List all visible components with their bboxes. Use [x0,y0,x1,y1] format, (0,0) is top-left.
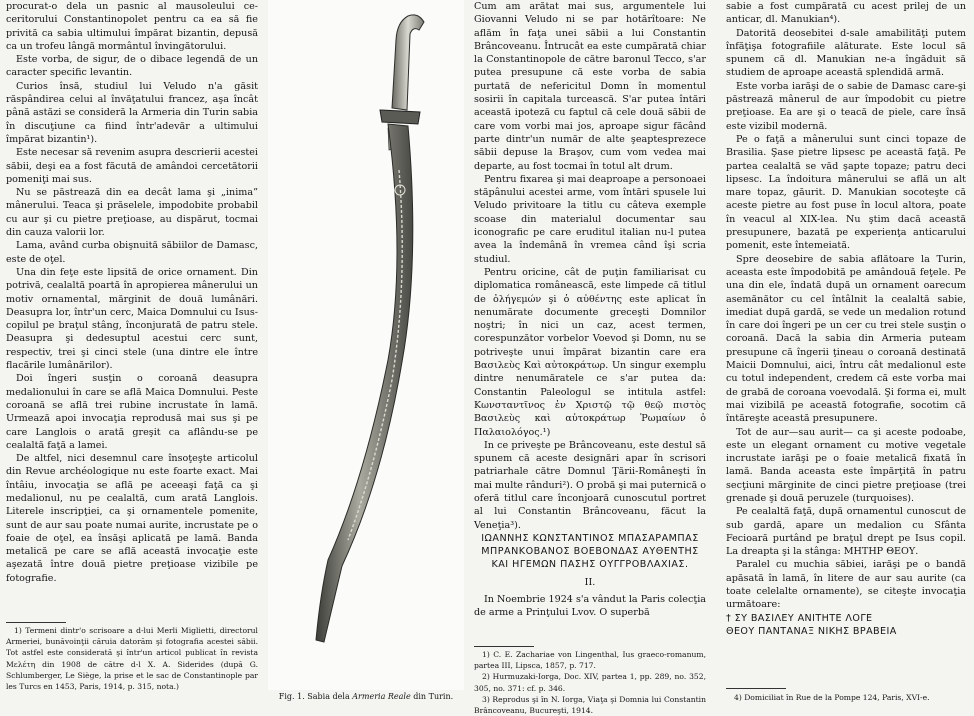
footnote: 4) Domiciliat în Rue de la Pompe 124, Paris, XVI-e. [734,693,930,702]
footnote: 1) C. E. Zachariae von Lingenthal, Ius graeco-romanum, partea III, Lipsca, 1857, p. 717. [474,650,706,671]
greek-line: ΜΠΡΑΝΚΟΒΑΝΟΣ ΒΟΕΒΟΝΔΑΣ ΑΥΘΕΝΤΗΣ [481,546,699,558]
footnote-divider [726,688,786,689]
text-column-1 [6,0,258,585]
footnote: 3) Reprodus şi în N. Iorga, Viaţa şi Domnia lui Constantin Brâncoveanu, Bucureşti, 1914. [474,694,706,716]
paragraph: In Noembrie 1924 s'a vândut la Paris colecţia de arme a Prinţului Lvov. O superbă [474,594,706,619]
sword-illustration [268,0,464,690]
paragraph: Cum am arătat mai sus, argumentele lui Giovanni Veludo ni se par hotărîtoare: Ne aflăm în faţa unei săbii a lui Constantin Brâncoveanu. Întrucât ea este cumpărată chiar la Constantinopole de către baronul Tecco, s'ar putea presupune că este vorba de sabia purtată de nefericitul Domn în momentul sosirii în capitala turcească. S'ar putea întări această ipoteză cu faptul că cele două săbii de care vom vorbi mai jos, aproape sigur făcând parte dintr'un număr de alte şeaptesprezece săbii depuse la Braşov, cum vom vedea mai departe, au fost tocmai în totul alt drum. [474,1,706,172]
paragraph: Este necesar să revenim asupra descrierii acestei săbii, deşi ea a fost făcută de amândoi cercetătorii pomeniţi mai sus. [6,147,258,185]
paragraph: Pentru oricine, cât de puţin familiarisat cu diplomatica românească, este limpede că titlul de ὀλήγεμών şi ὁ αὐθέντης este aplicat în nenumărate documente greceşti Domnilor noştri; în nici un caz, acest termen, corespunzător vorbelor Voevod şi Domn, nu se potriveşte unui împărat bizantin care era Βασιλεὺς Καὶ αὐτοκράτωρ. Un singur exemplu dintre nenumăratele ce s'ar putea da: Constantin Paleologul se intitula astfel: Κωνσταντῖνος ἐν Χριστῷ τῷ θεῷ πιστὸς Βασιλεὺς καὶ αὐτοκράτωρ Ῥωμαίων ὁ Παλαιολόγος.¹) [474,266,706,438]
paragraph: Lama, având curba obişnuită săbiilor de Damasc, este de oţel. [6,240,258,265]
footnotes-column-1 [6,625,258,692]
paragraph: Paralel cu muchia săbiei, iarăşi pe o bandă apăsată în lamă, în litere de aur sau aurite (ca toate celelalte ornamente), se citeşte invocaţia următoare: [726,559,966,611]
greek-line: ΙΩΑΝΝΗΣ ΚΩΝΣΤΑΝΤΙΝΟΣ ΜΠΑΣΑΡΑΜΠΑΣ [481,532,699,544]
paragraph: Este vorba iarăşi de o sabie de Damasc care-şi păstrează mânerul de aur împodobit cu pietre preţioase. Ea are şi o teacă de piele, care însă este vizibil modernă. [726,80,966,132]
paragraph: procurat-o dela un pasnic al mausoleului ce-ceritorului Constantinopolet pentru ca ea să fie privită ca sabia ultimului împărat bizantin, depusă ca un trofeu lângă mormântul învingătorului. [6,1,258,52]
invocation-line: † ΣΥ ΒΑΣΙΛΕΥ ΑΝΙΤΗΤΕ ΛΟΓΕ [726,612,873,624]
section-number: II. [584,576,596,588]
footnote: 2) Hurmuzaki-Iorga, Doc. XIV, partea 1, pp. 289, no. 352, 305, no. 371: cf. p. 346. [474,672,706,693]
paragraph: Pentru fixarea şi mai deaproape a personoaei stăpânului acestei arme, vom întări spusele lui Veludo privitoare la titlu cu câteva exemple scoase din materialul documentar sau iconografic pe care eruditul italian nu-l putea avea la îndemână în vremea când îşi scria studiul. [474,173,706,265]
paragraph: sabie a fost cumpărată cu acest prilej de un anticar, dl. Manukian⁴). [726,1,966,26]
invocation-line: ΘΕΟΥ ΠΑΝΤΑΝΑΞ ΝΙΚΗΣ ΒΡΑΒΕΙΑ [726,625,897,637]
text-column-2 [474,0,706,620]
sword-photograph [268,0,464,690]
paragraph: In ce priveşte pe Brâncoveanu, este destul să spunem că aceste designări apar în scrisori patriarhale către Domnul Ţării-Româneşti în mai multe rânduri²). O probă şi mai puternică o oferă titlul care înconjoară cunoscutul portret al lui Constantin Brâncoveanu, făcut la Veneţia³). [474,439,706,531]
paragraph: Nu se păstrează din ea decât lama şi „inima” mânerului. Teaca şi prăselele, impodobite probabil cu aur şi cu pietre preţioase, au dispărut, tocmai din cauza valorii lor. [6,187,258,239]
paragraph: Este vorba, de sigur, de o dibace legendă de un caracter specific levantin. [6,54,258,79]
text-column-3 [726,0,966,638]
footnote-divider [6,622,66,623]
footnote-divider [474,646,534,647]
paragraph: Pe o faţă a mânerului sunt cinci topaze de Brasilia. Şase pietre lipsesc pe această faţă. Pe partea cealaltă se văd şapte topaze; patru deci lipsesc. La îndoitura mânerului se află un alt mare topaz, găurit. D. Manukian socoteşte că aceste pietre au fost puse în locul altora, poate în veacul al XIX-lea. Nu ştim dacă această presupunere, bazată pe experienţa anticarului pomenit, este întemeiată. [726,133,966,252]
paragraph: Curios însă, studiul lui Veludo n'a găsit răspândirea celui al învăţatului francez, aşa încât până astăzi se consideră la Armeria din Turin sabia în discuţiune ca fiind într'adevăr a ultimului împărat bizantin¹). [6,80,258,145]
greek-title-block [474,532,706,572]
paragraph: Datorită deosebitei d-sale amabilităţi putem înfăţişa fotografiile alăturate. Este locul să spunem că dl. Manukian ne-a îngăduit să studiem de aproape această splendidă armă. [726,27,966,79]
figure-caption: Fig. 1. Sabia dela Armeria Reale din Turin. [278,692,454,701]
footnote: 1) Termeni dintr'o scrisoare a d-lui Merli Miglietti, directorul Armeriei, bunăvoinţii căruia datorăm şi fotografia acestei săbii. Tot astfel este considerată şi într'un articol publicat în revista Μελέτη din 1908 de către d-l X. A. Siderides (după G. Schlumberger, Le Siège, la prise et le sac de Constantinople par les Turcs en 1453, Paris, 1914, p. 315, nota.) [6,626,258,692]
paragraph: De altfel, nici desemnul care însoţeşte articolul din Revue archéologique nu este foarte exact. Mai întâiu, invocaţia se află pe aceeaşi faţă ca şi medalionul, nu pe cealaltă, cum arată Langlois. Literele inscripţiei, ca şi ornamentele pomenite, sunt de aur sau poate numai aurite, incrustate pe o foaie de oţel, ea însăşi aplicată pe lamă. Banda metalică pe care se află această invocaţie este aşezată între două pietre preţioase vizibile pe fotografie. [6,453,258,584]
paragraph: Tot de aur—sau aurit— ca şi aceste podoabe, este un elegant ornament cu motive vegetale incrustate iarăşi pe o foaie metalică fixată în lamă. Banda aceasta este împărţită în patru secţiuni mărginite de cinci pietre preţioase (trei grenade şi două peruzele (turquoises). [726,426,966,504]
paragraph: Una din feţe este lipsită de orice ornament. Din potrivă, cealaltă poartă în apropierea mânerului un motiv ornamental, mărginit de două lumânări. Deasupra lor, într'un cerc, Maica Domnului cu Isus-copilul pe braţul stâng, înconjurată de patru stele. Deasupra şi dedesuptul acestui cerc sunt, respectiv, trei şi cinci stele (una dintre ele între flacările lumânărilor). [6,266,258,372]
paragraph: Doi îngeri susţin o coroană deasupra medalionului în care se află Maica Domnului. Peste coroană se află trei rubine incrustate în lamă. Urmează apoi invocaţia reprodusă mai sus şi pe care Langlois o arată greşit ca aflându-se pe cealaltă faţă a lamei. [6,373,258,451]
paragraph: Pe cealaltă faţă, după ornamentul cunoscut de sub gardă, apare un medalion cu Sfânta Fecioară purtând pe braţul drept pe Isus copil. La dreapta şi la stânga: ΜΗΤΗΡ ΘΕΟΥ. [726,506,966,558]
footnotes-column-3 [726,692,966,703]
greek-line: ΚΑΙ ΗΓΕΜΩΝ ΠΑΣΗΣ ΟΥΓΓΡΟΒΛΑΧΙΑΣ. [491,559,689,571]
footnotes-column-2 [474,649,706,716]
paragraph: Spre deosebire de sabia aflătoare la Turin, aceasta este împodobită pe amândouă feţele. Pe una din ele, îndată după un ornament oarecum asemănător cu cel întâlnit la cealaltă sabie, imediat după gardă, se vede un medalion rotund în care doi îngeri pe un cer cu trei stele susţin o coroană. Dacă la sabia din Armeria puteam presupune că îngerii ţineau o coroană destinată Maicii Domnului, aici, întru cât medalionul este cu totul independent, credem că este vorba mai de grabă de coroana voevodală. Şi forma ei, mult mai vizibilă pe această fotografie, socotim că întăreşte această presupunere. [726,253,966,425]
